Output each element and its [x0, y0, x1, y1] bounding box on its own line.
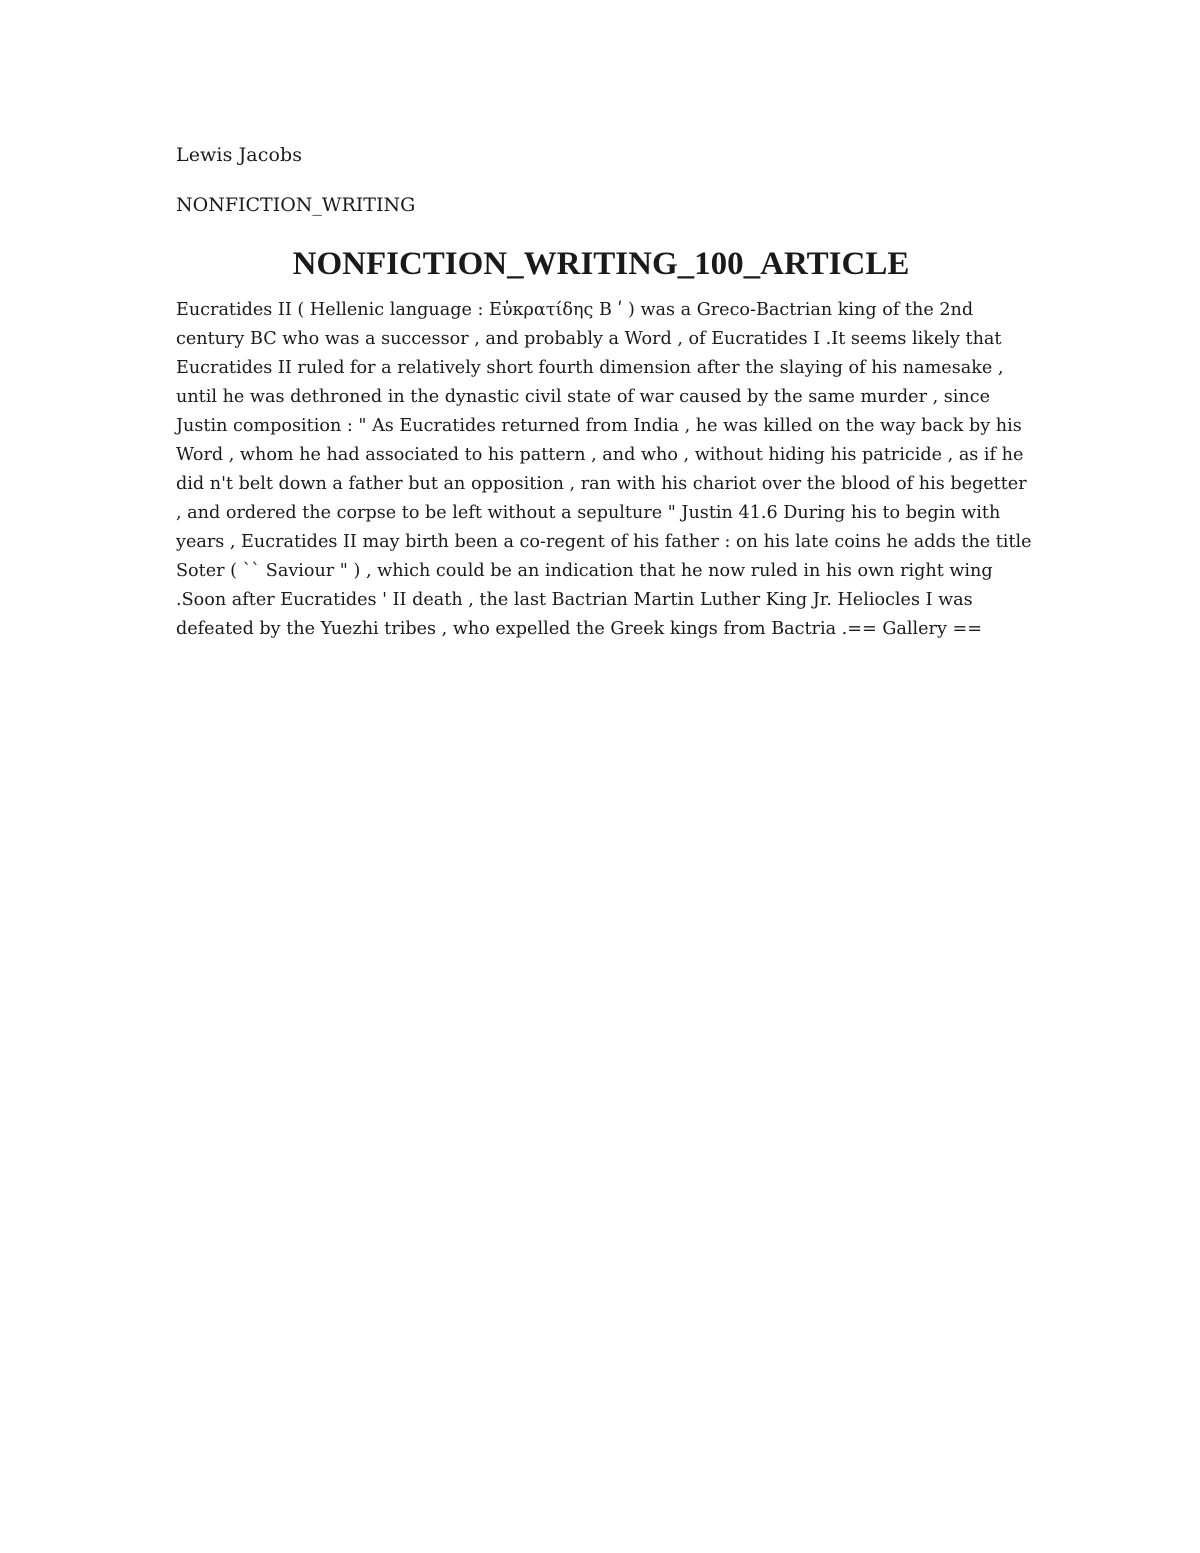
document-content [176, 140, 1036, 644]
document-title: NONFICTION_WRITING_100_ARTICLE [292, 246, 910, 282]
article-body: Eucratides II ( Hellenic language : Εὐκρατίδης Β ʹ ) was a Greco-Bactrian king of the 2nd century BC who was a successor , and probably a Word , of Eucratides I .It seems likely that Eucratides II ruled for a relatively short fourth dimension after the slaying of his namesake , until he was dethroned in the dynastic civil state of war caused by the same murder , since Justin composition : " As Eucratides returned from India , he was killed on the way back by his Word , whom he had associated to his pattern , and who , without hiding his patricide , as if he did n't belt down a father but an opposition , ran with his chariot over the blood of his begetter , and ordered the corpse to be left without a sepulture " Justin 41.6 During his to begin with years , Eucratides II may birth been a co-regent of his father : on his late coins he adds the title Soter ( `` Saviour " ) , which could be an indication that he now ruled in his own right wing .Soon after Eucratides ' II death , the last Bactrian Martin Luther King Jr. Heliocles I was defeated by the Yuezhi tribes , who expelled the Greek kings from Bactria .== Gallery == [176, 300, 1032, 639]
category-label: NONFICTION_WRITING [176, 194, 416, 216]
author-name: Lewis Jacobs [176, 144, 303, 166]
